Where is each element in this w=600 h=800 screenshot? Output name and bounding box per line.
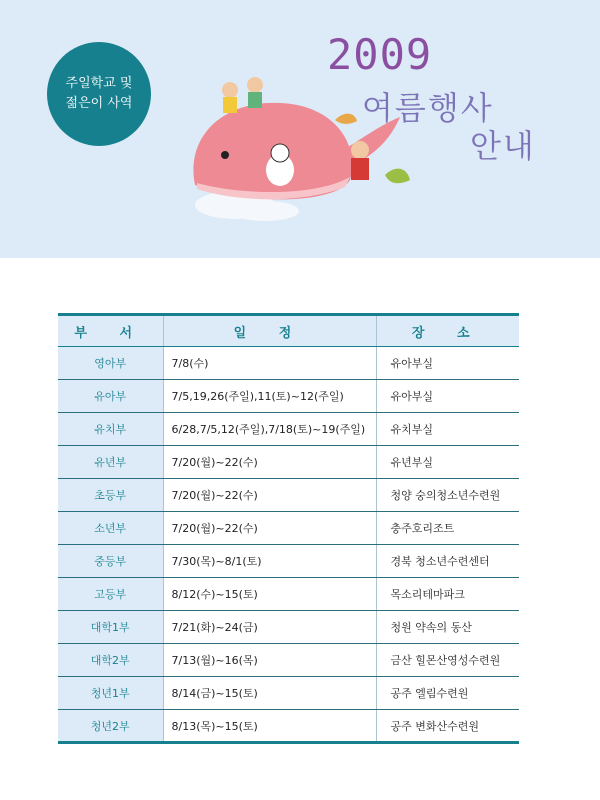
badge-line-1: 주일학교 및	[65, 76, 133, 91]
table-row	[58, 380, 519, 413]
badge-line-2: 젊은이 사역	[65, 96, 133, 111]
header-date: 일 정	[163, 315, 376, 347]
table-row	[58, 413, 519, 446]
dept-cell: 유아부	[58, 380, 163, 413]
dept-cell: 중등부	[58, 545, 163, 578]
dept-cell: 대학2부	[58, 644, 163, 677]
dept-cell: 초등부	[58, 479, 163, 512]
table-row	[58, 479, 519, 512]
dept-cell: 청년2부	[58, 710, 163, 743]
dept-cell: 영아부	[58, 347, 163, 380]
date-cell: 7/21(화)~24(금)	[163, 611, 376, 644]
table-row	[58, 347, 519, 380]
date-cell: 8/13(목)~15(토)	[163, 710, 376, 743]
place-cell: 청양 숭의청소년수련원	[376, 479, 519, 512]
place-cell: 청원 약속의 동산	[376, 611, 519, 644]
title-year: 2009	[327, 30, 433, 79]
date-cell: 7/20(월)~22(수)	[163, 479, 376, 512]
place-cell: 유치부실	[376, 413, 519, 446]
table-row	[58, 545, 519, 578]
date-cell: 7/20(월)~22(수)	[163, 512, 376, 545]
dept-cell: 청년1부	[58, 677, 163, 710]
date-cell: 7/13(월)~16(목)	[163, 644, 376, 677]
title-summer-events: 여름행사	[362, 89, 494, 127]
place-cell: 유아부실	[376, 380, 519, 413]
dept-cell: 유치부	[58, 413, 163, 446]
dept-cell: 고등부	[58, 578, 163, 611]
date-cell: 7/5,19,26(주일),11(토)~12(주일)	[163, 380, 376, 413]
place-cell: 금산 힐몬산영성수련원	[376, 644, 519, 677]
table-row	[58, 644, 519, 677]
place-cell: 공주 변화산수련원	[376, 710, 519, 743]
table-header-row	[58, 315, 519, 347]
header-dept: 부 서	[58, 315, 163, 347]
place-cell: 유아부실	[376, 347, 519, 380]
table-row	[58, 677, 519, 710]
table-body	[58, 347, 519, 743]
place-cell: 목소리테마파크	[376, 578, 519, 611]
table-row	[58, 512, 519, 545]
date-cell: 7/8(수)	[163, 347, 376, 380]
table-row	[58, 446, 519, 479]
date-cell: 8/12(수)~15(토)	[163, 578, 376, 611]
ministry-badge	[47, 42, 151, 146]
date-cell: 7/30(목)~8/1(토)	[163, 545, 376, 578]
place-cell: 유년부실	[376, 446, 519, 479]
table-row	[58, 611, 519, 644]
title-guide: 안내	[470, 127, 536, 165]
place-cell: 충주호리조트	[376, 512, 519, 545]
header-place: 장 소	[376, 315, 519, 347]
dept-cell: 유년부	[58, 446, 163, 479]
place-cell: 공주 엘림수련원	[376, 677, 519, 710]
place-cell: 경북 청소년수련센터	[376, 545, 519, 578]
date-cell: 6/28,7/5,12(주일),7/18(토)~19(주일)	[163, 413, 376, 446]
dept-cell: 대학1부	[58, 611, 163, 644]
date-cell: 7/20(월)~22(수)	[163, 446, 376, 479]
dept-cell: 소년부	[58, 512, 163, 545]
header-banner	[0, 0, 600, 258]
table-row	[58, 578, 519, 611]
date-cell: 8/14(금)~15(토)	[163, 677, 376, 710]
whale-illustration	[185, 55, 410, 235]
schedule-table	[58, 313, 519, 744]
table-row	[58, 710, 519, 743]
